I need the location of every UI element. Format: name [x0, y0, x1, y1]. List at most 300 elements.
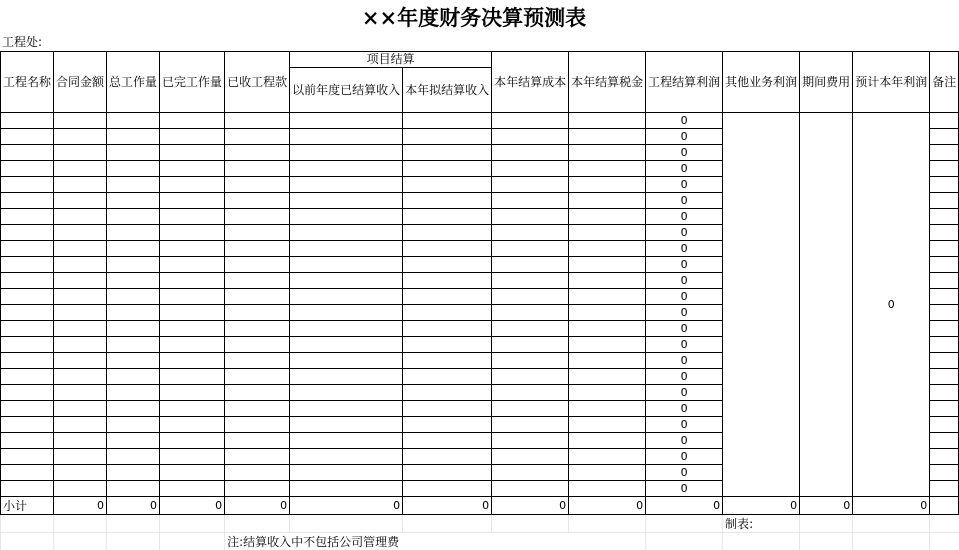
settlement-profit-cell[interactable]: 0 [646, 145, 723, 161]
grid-cell[interactable] [492, 385, 569, 401]
subtotal-value[interactable]: 0 [107, 497, 160, 515]
grid-cell[interactable] [107, 321, 160, 337]
grid-cell[interactable] [569, 193, 646, 209]
grid-cell[interactable] [54, 369, 107, 385]
settlement-profit-cell[interactable]: 0 [646, 481, 723, 497]
grid-cell[interactable] [403, 385, 492, 401]
grid-cell[interactable] [107, 401, 160, 417]
grid-cell[interactable] [569, 177, 646, 193]
grid-cell[interactable] [403, 145, 492, 161]
settlement-profit-cell[interactable]: 0 [646, 241, 723, 257]
grid-cell[interactable] [290, 337, 403, 353]
grid-cell[interactable] [290, 369, 403, 385]
grid-cell[interactable] [107, 273, 160, 289]
grid-cell[interactable] [930, 353, 959, 369]
grid-cell[interactable] [54, 129, 107, 145]
settlement-profit-cell[interactable]: 0 [646, 289, 723, 305]
grid-cell[interactable] [403, 353, 492, 369]
settlement-profit-cell[interactable]: 0 [646, 337, 723, 353]
grid-cell[interactable] [492, 161, 569, 177]
grid-cell[interactable] [107, 353, 160, 369]
grid-cell[interactable] [930, 401, 959, 417]
empty-cell [853, 533, 930, 550]
subtotal-value[interactable]: 0 [225, 497, 290, 515]
grid-cell[interactable] [403, 225, 492, 241]
grid-cell[interactable] [403, 337, 492, 353]
grid-cell[interactable] [403, 481, 492, 497]
empty-cell [107, 533, 160, 550]
grid-cell[interactable] [107, 481, 160, 497]
grid-cell[interactable] [930, 225, 959, 241]
grid-cell[interactable] [107, 289, 160, 305]
grid-cell[interactable] [107, 129, 160, 145]
grid-cell[interactable] [930, 449, 959, 465]
grid-cell[interactable] [107, 161, 160, 177]
grid-cell[interactable] [492, 145, 569, 161]
grid-cell[interactable] [403, 209, 492, 225]
grid-cell[interactable] [160, 305, 225, 321]
grid-cell[interactable] [1, 193, 54, 209]
grid-cell[interactable] [160, 289, 225, 305]
grid-cell[interactable] [290, 161, 403, 177]
grid-cell[interactable] [107, 193, 160, 209]
settlement-profit-cell[interactable]: 0 [646, 417, 723, 433]
grid-cell[interactable] [107, 385, 160, 401]
grid-cell[interactable] [492, 193, 569, 209]
grid-cell[interactable] [225, 353, 290, 369]
grid-cell[interactable] [160, 369, 225, 385]
grid-cell[interactable] [54, 465, 107, 481]
grid-cell[interactable] [930, 113, 959, 129]
grid-cell[interactable] [290, 481, 403, 497]
grid-cell[interactable] [225, 273, 290, 289]
grid-cell[interactable] [225, 433, 290, 449]
grid-cell[interactable] [107, 177, 160, 193]
grid-cell[interactable] [569, 145, 646, 161]
settlement-profit-cell[interactable]: 0 [646, 257, 723, 273]
grid-cell[interactable] [930, 321, 959, 337]
grid-cell[interactable] [930, 273, 959, 289]
empty-cell [800, 515, 853, 533]
grid-cell[interactable] [1, 385, 54, 401]
grid-cell[interactable] [160, 401, 225, 417]
grid-cell[interactable] [225, 369, 290, 385]
grid-cell[interactable] [290, 129, 403, 145]
grid-cell[interactable] [930, 241, 959, 257]
grid-cell[interactable] [930, 417, 959, 433]
grid-cell[interactable] [569, 113, 646, 129]
grid-cell[interactable] [1, 337, 54, 353]
grid-cell[interactable] [403, 369, 492, 385]
grid-cell[interactable] [225, 129, 290, 145]
subtotal-value[interactable]: 0 [403, 497, 492, 515]
grid-cell[interactable] [54, 401, 107, 417]
grid-cell[interactable] [492, 481, 569, 497]
grid-cell[interactable] [492, 465, 569, 481]
subtotal-value[interactable]: 0 [800, 497, 853, 515]
grid-cell[interactable] [1, 225, 54, 241]
grid-cell[interactable] [290, 289, 403, 305]
settlement-profit-cell[interactable]: 0 [646, 353, 723, 369]
grid-cell[interactable] [492, 401, 569, 417]
grid-cell[interactable] [290, 449, 403, 465]
department-label: 工程处: [2, 34, 42, 50]
grid-cell[interactable] [225, 321, 290, 337]
grid-cell[interactable] [569, 449, 646, 465]
grid-cell[interactable] [54, 481, 107, 497]
grid-cell[interactable] [54, 353, 107, 369]
table-row [1, 113, 959, 129]
grid-cell[interactable] [403, 177, 492, 193]
grid-cell[interactable] [160, 321, 225, 337]
grid-cell[interactable] [1, 449, 54, 465]
grid-cell[interactable] [930, 497, 959, 515]
grid-cell[interactable] [492, 273, 569, 289]
grid-cell[interactable] [160, 177, 225, 193]
grid-cell[interactable] [290, 417, 403, 433]
grid-cell[interactable] [225, 145, 290, 161]
subtotal-value[interactable]: 0 [853, 497, 930, 515]
settlement-profit-cell[interactable]: 0 [646, 369, 723, 385]
grid-cell[interactable] [54, 337, 107, 353]
grid-cell[interactable] [403, 305, 492, 321]
grid-cell[interactable] [54, 321, 107, 337]
grid-cell[interactable] [54, 417, 107, 433]
grid-cell[interactable] [107, 113, 160, 129]
grid-cell[interactable] [290, 113, 403, 129]
grid-cell[interactable] [225, 289, 290, 305]
grid-cell[interactable] [492, 305, 569, 321]
grid-cell[interactable] [107, 417, 160, 433]
grid-cell[interactable] [1, 369, 54, 385]
grid-cell[interactable] [160, 241, 225, 257]
grid-cell[interactable] [930, 481, 959, 497]
grid-cell[interactable] [160, 161, 225, 177]
grid-cell[interactable] [569, 273, 646, 289]
grid-cell[interactable] [160, 257, 225, 273]
grid-cell[interactable] [930, 465, 959, 481]
grid-cell[interactable] [225, 193, 290, 209]
settlement-profit-cell[interactable]: 0 [646, 225, 723, 241]
grid-cell[interactable] [160, 193, 225, 209]
grid-cell[interactable] [569, 321, 646, 337]
grid-cell[interactable] [225, 465, 290, 481]
grid-cell[interactable] [569, 289, 646, 305]
settlement-profit-cell[interactable]: 0 [646, 177, 723, 193]
grid-cell[interactable] [54, 161, 107, 177]
grid-cell[interactable] [160, 385, 225, 401]
expected-profit-cell[interactable]: 0 [853, 113, 930, 497]
grid-cell[interactable] [160, 465, 225, 481]
grid-cell[interactable] [225, 337, 290, 353]
grid-cell[interactable] [1, 161, 54, 177]
grid-cell[interactable] [290, 305, 403, 321]
grid-cell[interactable] [1, 113, 54, 129]
grid-cell[interactable] [107, 449, 160, 465]
empty-cell [492, 515, 569, 533]
grid-cell[interactable] [160, 113, 225, 129]
settlement-profit-cell[interactable]: 0 [646, 465, 723, 481]
grid-cell[interactable] [107, 241, 160, 257]
grid-cell[interactable] [290, 401, 403, 417]
grid-cell[interactable] [107, 209, 160, 225]
grid-cell[interactable] [107, 433, 160, 449]
subtotal-value[interactable]: 0 [160, 497, 225, 515]
grid-cell[interactable] [160, 337, 225, 353]
subtotal-label: 小计 [1, 497, 54, 515]
grid-cell[interactable] [290, 177, 403, 193]
grid-cell[interactable] [160, 449, 225, 465]
grid-cell[interactable] [569, 209, 646, 225]
grid-cell[interactable] [107, 145, 160, 161]
grid-cell[interactable] [492, 289, 569, 305]
subtotal-value[interactable]: 0 [54, 497, 107, 515]
grid-cell[interactable] [160, 145, 225, 161]
grid-cell[interactable] [290, 225, 403, 241]
grid-cell[interactable] [54, 273, 107, 289]
period-expense-cell[interactable] [800, 113, 853, 497]
grid-cell[interactable] [225, 241, 290, 257]
grid-cell[interactable] [1, 177, 54, 193]
grid-cell[interactable] [492, 129, 569, 145]
grid-cell[interactable] [1, 417, 54, 433]
grid-cell[interactable] [930, 209, 959, 225]
empty-cell [1, 533, 54, 550]
grid-cell[interactable] [1, 433, 54, 449]
grid-cell[interactable] [930, 177, 959, 193]
grid-cell[interactable] [569, 257, 646, 273]
grid-cell[interactable] [930, 257, 959, 273]
grid-cell[interactable] [1, 145, 54, 161]
grid-cell[interactable] [569, 225, 646, 241]
grid-cell[interactable] [290, 209, 403, 225]
grid-cell[interactable] [54, 113, 107, 129]
grid-cell[interactable] [1, 241, 54, 257]
subtotal-row [1, 497, 959, 515]
empty-cell [646, 533, 723, 550]
grid-cell[interactable] [492, 337, 569, 353]
grid-cell[interactable] [225, 401, 290, 417]
subtotal-value[interactable]: 0 [723, 497, 800, 515]
grid-cell[interactable] [160, 129, 225, 145]
grid-cell[interactable] [569, 385, 646, 401]
settlement-profit-cell[interactable]: 0 [646, 161, 723, 177]
grid-cell[interactable] [107, 369, 160, 385]
grid-cell[interactable] [930, 305, 959, 321]
grid-cell[interactable] [160, 209, 225, 225]
grid-cell[interactable] [225, 177, 290, 193]
grid-cell[interactable] [107, 337, 160, 353]
grid-cell[interactable] [1, 273, 54, 289]
header-contract-amount: 合同金额 [54, 52, 107, 113]
grid-cell[interactable] [225, 417, 290, 433]
grid-cell[interactable] [492, 177, 569, 193]
grid-cell[interactable] [54, 241, 107, 257]
grid-cell[interactable] [54, 225, 107, 241]
grid-cell[interactable] [930, 289, 959, 305]
grid-cell[interactable] [569, 337, 646, 353]
grid-cell[interactable] [290, 273, 403, 289]
grid-cell[interactable] [107, 465, 160, 481]
grid-cell[interactable] [1, 465, 54, 481]
grid-cell[interactable] [1, 321, 54, 337]
grid-cell[interactable] [1, 257, 54, 273]
grid-cell[interactable] [1, 401, 54, 417]
settlement-profit-cell[interactable]: 0 [646, 193, 723, 209]
grid-cell[interactable] [54, 209, 107, 225]
grid-cell[interactable] [290, 353, 403, 369]
settlement-profit-cell[interactable]: 0 [646, 113, 723, 129]
grid-cell[interactable] [403, 401, 492, 417]
grid-cell[interactable] [930, 193, 959, 209]
grid-cell[interactable] [54, 289, 107, 305]
grid-cell[interactable] [225, 385, 290, 401]
grid-cell[interactable] [403, 321, 492, 337]
grid-cell[interactable] [1, 129, 54, 145]
grid-cell[interactable] [930, 385, 959, 401]
header-received-payment: 已收工程款 [225, 52, 290, 113]
grid-cell[interactable] [403, 113, 492, 129]
grid-cell[interactable] [930, 145, 959, 161]
settlement-profit-cell[interactable]: 0 [646, 401, 723, 417]
grid-cell[interactable] [160, 481, 225, 497]
grid-cell[interactable] [569, 369, 646, 385]
grid-cell[interactable] [492, 449, 569, 465]
grid-cell[interactable] [54, 433, 107, 449]
grid-cell[interactable] [492, 433, 569, 449]
grid-cell[interactable] [403, 449, 492, 465]
grid-cell[interactable] [54, 257, 107, 273]
grid-cell[interactable] [930, 337, 959, 353]
grid-cell[interactable] [403, 433, 492, 449]
grid-cell[interactable] [492, 225, 569, 241]
grid-cell[interactable] [107, 257, 160, 273]
grid-cell[interactable] [290, 465, 403, 481]
grid-cell[interactable] [54, 449, 107, 465]
grid-cell[interactable] [160, 417, 225, 433]
settlement-profit-cell[interactable]: 0 [646, 129, 723, 145]
grid-cell[interactable] [403, 161, 492, 177]
grid-cell[interactable] [225, 305, 290, 321]
grid-cell[interactable] [569, 433, 646, 449]
grid-cell[interactable] [403, 241, 492, 257]
empty-cell [853, 515, 930, 533]
grid-cell[interactable] [569, 241, 646, 257]
grid-cell[interactable] [492, 209, 569, 225]
subtotal-value[interactable]: 0 [569, 497, 646, 515]
grid-cell[interactable] [1, 209, 54, 225]
grid-cell[interactable] [225, 225, 290, 241]
grid-cell[interactable] [225, 449, 290, 465]
grid-cell[interactable] [492, 321, 569, 337]
grid-cell[interactable] [492, 257, 569, 273]
grid-cell[interactable] [492, 113, 569, 129]
grid-cell[interactable] [160, 353, 225, 369]
grid-cell[interactable] [569, 353, 646, 369]
grid-cell[interactable] [1, 289, 54, 305]
grid-cell[interactable] [225, 481, 290, 497]
settlement-profit-cell[interactable]: 0 [646, 433, 723, 449]
grid-cell[interactable] [930, 369, 959, 385]
settlement-profit-cell[interactable]: 0 [646, 449, 723, 465]
grid-cell[interactable] [290, 433, 403, 449]
grid-cell[interactable] [107, 225, 160, 241]
grid-cell[interactable] [569, 481, 646, 497]
grid-cell[interactable] [54, 177, 107, 193]
grid-cell[interactable] [1, 481, 54, 497]
grid-cell[interactable] [403, 257, 492, 273]
subtotal-value[interactable]: 0 [492, 497, 569, 515]
grid-cell[interactable] [107, 305, 160, 321]
grid-cell[interactable] [492, 369, 569, 385]
settlement-profit-cell[interactable]: 0 [646, 305, 723, 321]
grid-cell[interactable] [569, 129, 646, 145]
grid-cell[interactable] [930, 161, 959, 177]
forecast-table [0, 51, 959, 550]
subtotal-value[interactable]: 0 [290, 497, 403, 515]
grid-cell[interactable] [160, 273, 225, 289]
grid-cell[interactable] [569, 401, 646, 417]
header-other-profit: 其他业务利润 [723, 52, 800, 113]
grid-cell[interactable] [930, 433, 959, 449]
grid-cell[interactable] [290, 145, 403, 161]
settlement-profit-cell[interactable]: 0 [646, 385, 723, 401]
grid-cell[interactable] [492, 353, 569, 369]
grid-cell[interactable] [403, 193, 492, 209]
settlement-profit-cell[interactable]: 0 [646, 321, 723, 337]
grid-cell[interactable] [492, 241, 569, 257]
grid-cell[interactable] [403, 129, 492, 145]
grid-cell[interactable] [225, 209, 290, 225]
grid-cell[interactable] [225, 113, 290, 129]
grid-cell[interactable] [569, 465, 646, 481]
grid-cell[interactable] [225, 257, 290, 273]
grid-cell[interactable] [290, 241, 403, 257]
grid-cell[interactable] [569, 305, 646, 321]
grid-cell[interactable] [160, 225, 225, 241]
preparer-label: 制表: [723, 515, 800, 533]
settlement-profit-cell[interactable]: 0 [646, 273, 723, 289]
grid-cell[interactable] [403, 465, 492, 481]
grid-cell[interactable] [403, 289, 492, 305]
grid-cell[interactable] [160, 433, 225, 449]
grid-cell[interactable] [290, 257, 403, 273]
grid-cell[interactable] [290, 321, 403, 337]
header-completed-work: 已完工作量 [160, 52, 225, 113]
other-profit-cell[interactable] [723, 113, 800, 497]
grid-cell[interactable] [54, 193, 107, 209]
grid-cell[interactable] [290, 193, 403, 209]
grid-cell[interactable] [1, 353, 54, 369]
header-total-work: 总工作量 [107, 52, 160, 113]
grid-cell[interactable] [403, 273, 492, 289]
sheet-title: ××年度财务决算预测表 [0, 2, 948, 34]
grid-cell[interactable] [225, 161, 290, 177]
grid-cell[interactable] [569, 417, 646, 433]
grid-cell[interactable] [54, 305, 107, 321]
subtotal-value[interactable]: 0 [646, 497, 723, 515]
grid-cell[interactable] [290, 385, 403, 401]
empty-cell [54, 515, 107, 533]
grid-cell[interactable] [403, 417, 492, 433]
grid-cell[interactable] [1, 305, 54, 321]
grid-cell[interactable] [54, 385, 107, 401]
grid-cell[interactable] [569, 161, 646, 177]
grid-cell[interactable] [54, 145, 107, 161]
grid-cell[interactable] [492, 417, 569, 433]
grid-cell[interactable] [930, 129, 959, 145]
settlement-profit-cell[interactable]: 0 [646, 209, 723, 225]
